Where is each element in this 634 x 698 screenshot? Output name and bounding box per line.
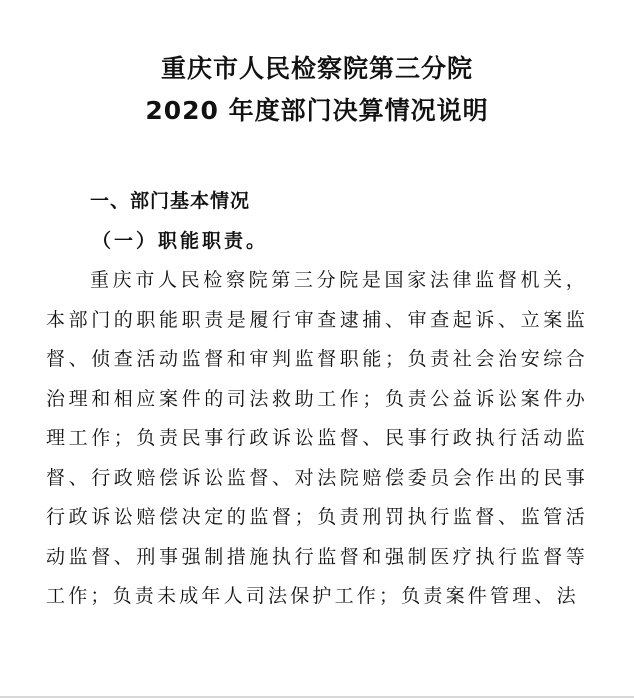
body-paragraph: 重庆市人民检察院第三分院是国家法律监督机关，本部门的职能职责是履行审查逮捕、审查起诉、立案监督、侦查活动监督和审判监督职能；负责社会治安综合治理和相应案件的司法救助工作；负责公益诉讼案件办理工作；负责民事行政诉讼监督、民事行政执行活动监督、行政赔偿诉讼监督、对法院赔偿委员会作出的民事行政诉讼赔偿决定的监督；负责刑罚执行监督、监管活动监督、刑事强制措施执行监督和强制医疗执行监督等工作；负责未成年人司法保护工作；负责案件管理、法 <box>46 269 588 607</box>
subsection-heading: （一）职能职责。 <box>92 230 269 252</box>
section-heading: 一、部门基本情况 <box>90 190 251 212</box>
document-title-line2: 2020 年度部门决算情况说明 <box>145 96 489 125</box>
document-title-line1: 重庆市人民检察院第三分院 <box>160 54 473 83</box>
